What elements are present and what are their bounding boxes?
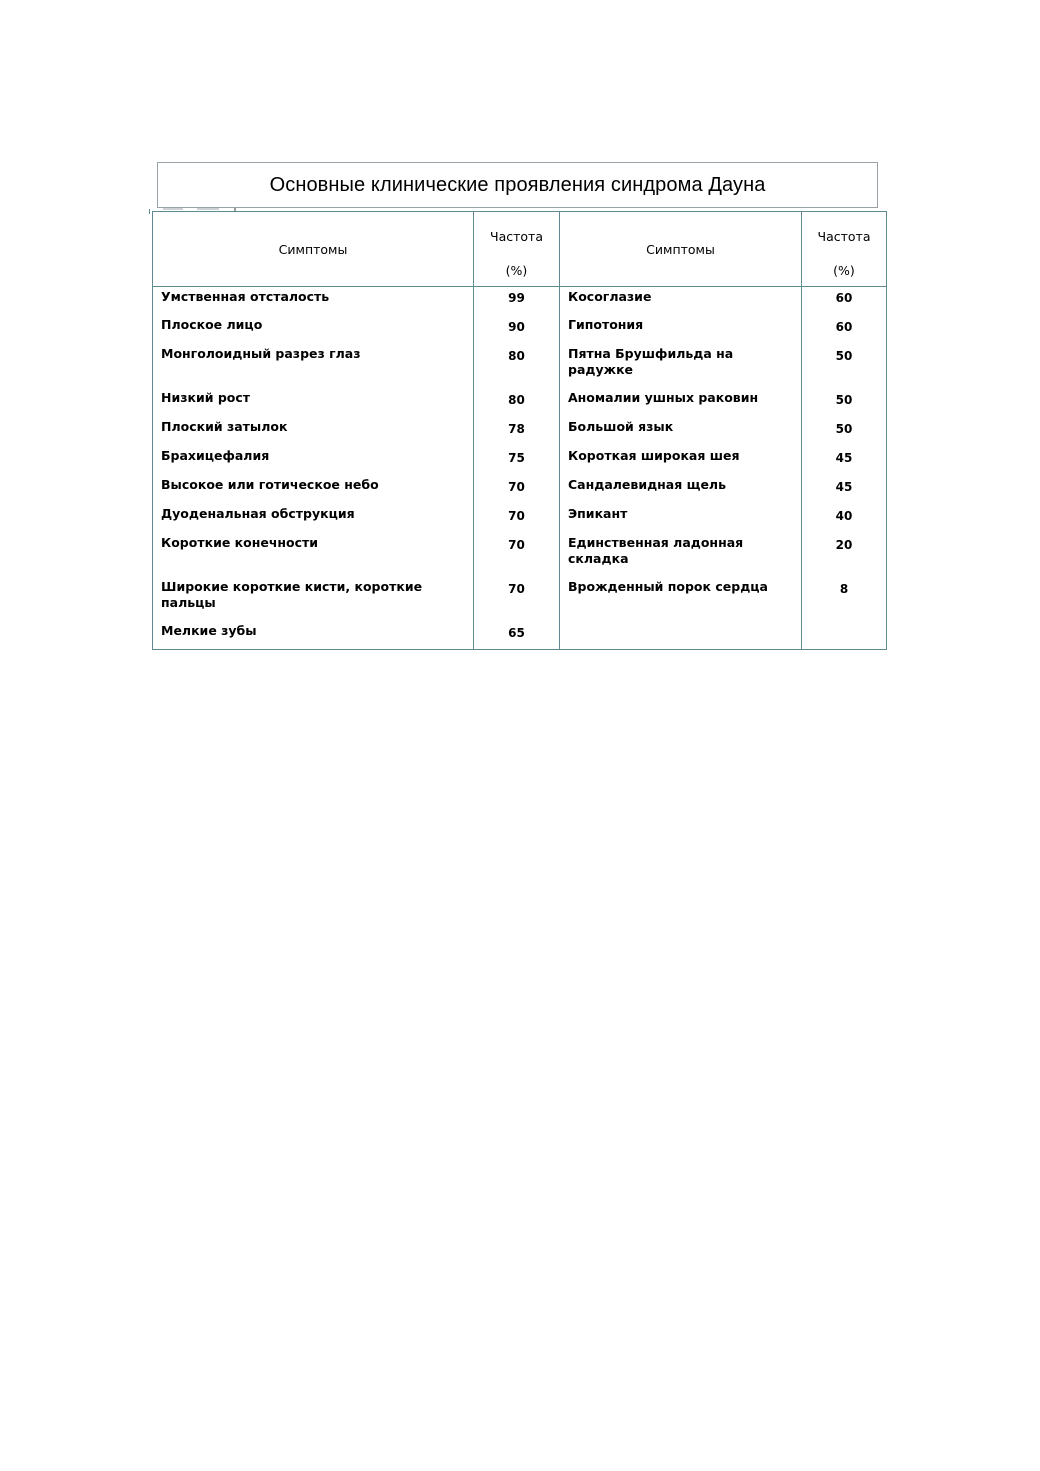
table-row: [153, 346, 887, 390]
symptom-frequency: 70: [474, 477, 560, 506]
table-row: [153, 623, 887, 650]
header-frequency-label: Частота: [817, 229, 871, 244]
symptom-name: Брахицефалия: [153, 448, 474, 477]
symptom-frequency: 75: [474, 448, 560, 477]
symptom-frequency: 45: [802, 448, 887, 477]
symptom-name: Аномалии ушных раковин: [560, 390, 802, 419]
table-row: [153, 448, 887, 477]
symptom-name: Умственная отсталость: [153, 287, 474, 318]
symptom-name: Врожденный порок сердца: [560, 579, 802, 623]
symptom-name: Единственная ладонная складка: [560, 535, 802, 579]
symptom-frequency: 45: [802, 477, 887, 506]
table-header-row: [153, 212, 887, 287]
symptom-name: [560, 623, 802, 650]
table-row: [153, 477, 887, 506]
header-frequency-unit: (%): [505, 263, 528, 278]
symptom-frequency: 20: [802, 535, 887, 579]
symptoms-table: [152, 211, 887, 650]
symptom-frequency: 70: [474, 535, 560, 579]
symptom-name: Широкие короткие кисти, короткие пальцы: [153, 579, 474, 623]
symptom-name: Пятна Брушфильда на радужке: [560, 346, 802, 390]
symptom-frequency: 78: [474, 419, 560, 448]
header-symptoms-left: Симптомы: [153, 212, 474, 287]
symptom-name: Большой язык: [560, 419, 802, 448]
header-symptoms-right: Симптомы: [560, 212, 802, 287]
table-row: [153, 579, 887, 623]
symptom-frequency: 50: [802, 419, 887, 448]
header-frequency-label: Частота: [490, 229, 543, 244]
symptom-name: Короткие конечности: [153, 535, 474, 579]
symptom-frequency: 70: [474, 579, 560, 623]
symptom-frequency: 60: [802, 317, 887, 346]
header-frequency-right: [802, 212, 887, 287]
symptom-name: Короткая широкая шея: [560, 448, 802, 477]
symptom-frequency: 60: [802, 287, 887, 318]
symptom-name: Плоское лицо: [153, 317, 474, 346]
symptom-name: Дуоденальная обструкция: [153, 506, 474, 535]
table-row: [153, 506, 887, 535]
symptom-frequency: 50: [802, 346, 887, 390]
symptom-frequency: 8: [802, 579, 887, 623]
symptom-frequency: 80: [474, 346, 560, 390]
symptom-frequency: 90: [474, 317, 560, 346]
symptom-frequency: 65: [474, 623, 560, 650]
symptom-frequency: 40: [802, 506, 887, 535]
symptom-frequency: 50: [802, 390, 887, 419]
table-row: [153, 419, 887, 448]
symptom-name: Низкий рост: [153, 390, 474, 419]
symptom-name: Монголоидный разрез глаз: [153, 346, 474, 390]
symptom-frequency: 99: [474, 287, 560, 318]
symptom-name: Сандалевидная щель: [560, 477, 802, 506]
table-row: [153, 317, 887, 346]
table-row: [153, 390, 887, 419]
symptom-name: Эпикант: [560, 506, 802, 535]
symptom-name: Косоглазие: [560, 287, 802, 318]
symptom-frequency: 80: [474, 390, 560, 419]
symptom-frequency: 70: [474, 506, 560, 535]
symptom-name: Гипотония: [560, 317, 802, 346]
symptom-name: Высокое или готическое небо: [153, 477, 474, 506]
page-title: Основные клинические проявления синдрома Дауна: [269, 173, 766, 196]
header-frequency-unit: (%): [833, 263, 855, 278]
header-frequency-left: [474, 212, 560, 287]
table-row: [153, 535, 887, 579]
symptom-frequency: [802, 623, 887, 650]
table-row: [153, 287, 887, 318]
symptom-name: Мелкие зубы: [153, 623, 474, 650]
title-box: [157, 162, 878, 208]
symptom-name: Плоский затылок: [153, 419, 474, 448]
